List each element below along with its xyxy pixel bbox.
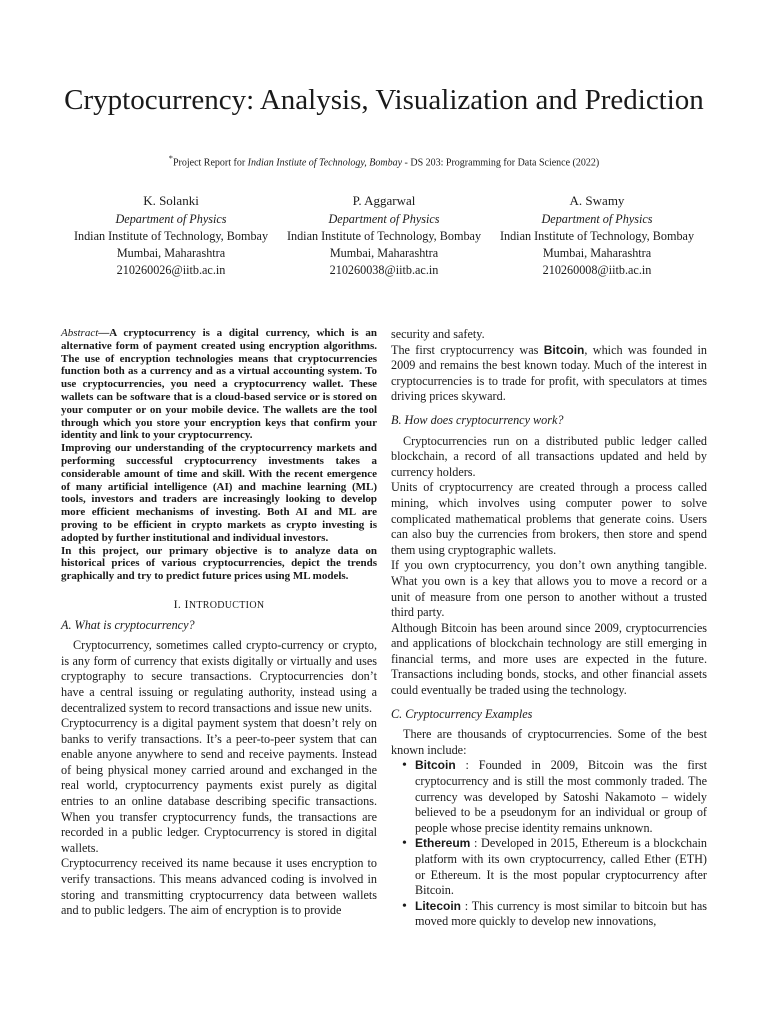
paragraph: Cryptocurrency is a digital payment system that doesn’t rely on banks to verify transactions. It’s a peer-to-peer system that can enable anyone anywhere to send and receive payments. Instead of being physical money carried around and exchanged in the real world, cryptocurrency payments exist purely as digital entries to an online database describing specific transactions. When you transfer cryptocurrency funds, the transactions are recorded in a public ledger. Cryptocurrency is stored in digital wallets. [61,716,377,855]
author-dept: Department of Physics [541,212,653,226]
subsection-heading-a: A. What is cryptocurrency? [61,617,195,632]
author-institute: Indian Institute of Technology, Bombay [499,229,695,243]
author-email: 210260026@iitb.ac.in [116,263,226,277]
abstract-p1-text: A cryptocurrency is a digital currency, which is an alternative form of payment created using encryption algorithms. The use of encryption technologies means that cryptocurrencies function both as a currency and as a virtual accounting system. To use cryptocurrencies, you need a cryptocurrency wallet. These wallets can be software that is a cloud-based service or is stored on your computer or on your mobile device. The wallets are the tool through which you store your encryption keys that confirm your identity and link to your cryptocurrency. [61,327,377,442]
paragraph: There are thousands of cryptocurrencies. Some of the best known include: [391,727,707,757]
list-item [402,898,707,930]
author-email: 210260008@iitb.ac.in [542,263,652,277]
author-3 [492,192,702,279]
subsection-heading-c: C. Cryptocurrency Examples [391,706,533,721]
abstract [61,327,377,583]
author-name: A. Swamy [569,193,625,208]
title-footnote [60,153,708,169]
section-numeral: I. [173,596,182,611]
paragraph [391,343,707,405]
text-run: , which was founded in 2009 and remains the best known today. Much of the interest in cryptocurrencies is to trade for profit, with speculators at times driving prices skyward. [391,342,708,404]
bullet-icon: • [402,898,407,914]
paper-title: Cryptocurrency: Analysis, Visualization and Prediction [64,84,704,117]
abstract-p1 [61,327,377,442]
footnote-prefix: Project Report for [172,157,248,169]
right-column [391,327,707,930]
author-institute: Indian Institute of Technology, Bombay [286,229,482,243]
footnote-suffix: - DS 203: Programming for Data Science (2022) [402,157,600,169]
author-institute: Indian Institute of Technology, Bombay [73,229,269,243]
section-initial: I [184,596,189,611]
text-run: The first cryptocurrency was [391,342,544,357]
author-name: P. Aggarwal [352,193,416,208]
paragraph: Cryptocurrency, sometimes called crypto-currency or crypto, is any form of currency that exists digitally or virtually and uses cryptography to secure transactions. Cryptocurrencies don’t have a central issuing or regulating authority, instead using a decentralized system to record transactions and issue new units. [61,638,377,715]
list-item [402,758,707,836]
section-heading-introduction [61,597,377,614]
section-title-rest: NTRODUCTION [188,599,265,611]
bullet-icon: • [402,758,407,774]
author-dept: Department of Physics [328,212,440,226]
author-city: Mumbai, Maharashtra [116,246,226,260]
example-name: Bitcoin [415,758,456,773]
paragraph: If you own cryptocurrency, you don’t own anything tangible. What you own is a key that allows you to move a record or a unit of measure from one person to another without a trusted third party. [391,558,707,620]
author-dept: Department of Physics [115,212,227,226]
author-email: 210260038@iitb.ac.in [329,263,439,277]
example-text: : Founded in 2009, Bitcoin was the first cryptocurrency and is still the most commonly traded. The currency was developed by Satoshi Nakamoto – widely believed to be a pseudonym for an individual or group of people whose precise identity remains unknown. [415,758,707,835]
footnote-mark: * [168,154,173,163]
examples-list [391,758,707,930]
abstract-p2: Improving our understanding of the cryptocurrency markets and performing successful cryptocurrency investments takes a considerable amount of time and skill. With the recent emergence of many artificial intelligence (AI) and machine learning (ML) tools, investors and traders are increasingly looking to develop more efficient mechanisms of investing. Both AI and ML are proving to be efficient in crypto markets as crypto investing is adopted by further institutional and individual investors. [61,442,377,544]
author-name: K. Solanki [143,193,199,208]
author-1 [66,192,276,279]
paragraph: Although Bitcoin has been around since 2009, cryptocurrencies and applications of blockchain technology are still emerging in financial terms, and more uses are expected in the future. Transactions including bonds, stocks, and other financial assets could eventually be traded using the technology. [391,620,707,698]
subsection-heading-b: B. How does cryptocurrency work? [391,412,564,427]
example-text: : Developed in 2015, Ethereum is a blockchain platform with its own cryptocurrency, called Ether (ETH) or Ethereum. It is the most popular cryptocurrency after Bitcoin. [415,836,707,898]
bitcoin-emphasis: Bitcoin [543,342,585,357]
author-city: Mumbai, Maharashtra [542,246,652,260]
author-2 [279,192,489,279]
abstract-dash: — [98,327,110,339]
example-text: : This currency is most similar to bitcoin but has moved more quickly to develop new innovations, [415,898,707,929]
paragraph: Units of cryptocurrency are created through a process called mining, which involves using computer power to solve complicated mathematical problems that generate coins. Users can also buy the currencies from brokers, then store and spend them using cryptographic wallets. [391,480,707,557]
abstract-label: Abstract [61,327,99,339]
paragraph-continued: security and safety. [391,327,485,341]
author-city: Mumbai, Maharashtra [329,246,439,260]
abstract-p3: In this project, our primary objective is to analyze data on historical prices of various cryptocurrencies, depict the trends graphically and try to predict future prices using ML models. [61,544,377,583]
paragraph: Cryptocurrency received its name because it uses encryption to verify transactions. This means advanced coding is involved in storing and transmitting cryptocurrency data between wallets and to public ledgers. The aim of encryption is to provide [61,856,377,918]
paragraph: Cryptocurrencies run on a distributed public ledger called blockchain, a record of all transactions updated and held by currency holders. [391,433,707,479]
left-column [61,327,377,919]
bullet-icon: • [402,836,407,852]
footnote-institute: Indian Instiute of Technology, Bombay [247,157,403,169]
list-item [402,836,707,898]
example-name: Ethereum [415,836,471,851]
example-name: Litecoin [415,898,462,913]
